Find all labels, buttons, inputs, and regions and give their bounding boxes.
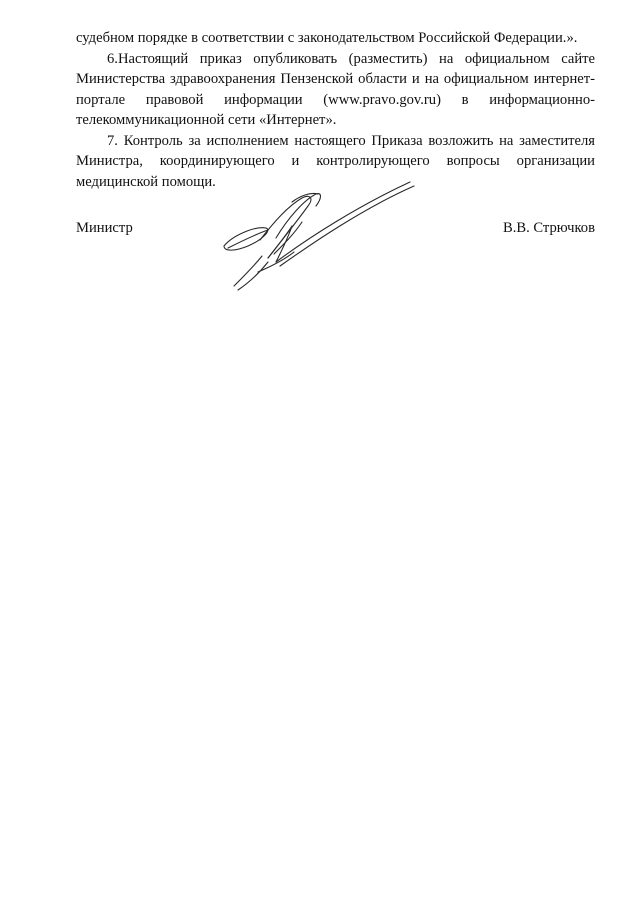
paragraph-continuation: судебном порядке в соответствии с законодательством Российской Федерации.».: [76, 30, 578, 46]
signatory-name: В.В. Стрючков: [502, 220, 595, 236]
handwritten-signature-icon: [218, 178, 423, 293]
paragraph-6-publication: 6.Настоящий приказ опубликовать (разместить) на официальном сайте Министерства здравоохранения Пензенской области и на официальном интернет-портале правовой информации (www.pravo.gov.ru) в информационно-телекоммуникационной сети «Интернет».: [76, 50, 595, 128]
paragraph-7-control: 7. Контроль за исполнением настоящего Приказа возложить на заместителя Министра, координирующего и контролирующего вопросы организации медицинской помощи.: [76, 132, 595, 190]
position-title: Министр: [76, 220, 133, 236]
document-body: [76, 28, 595, 192]
